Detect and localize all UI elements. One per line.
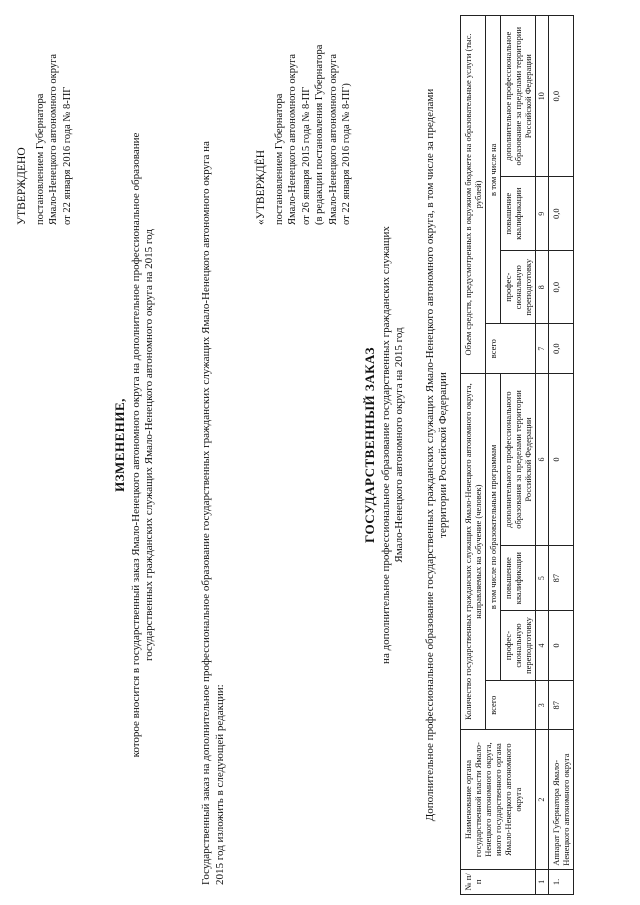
order-title: ГОСУДАРСТВЕННЫЙ ЗАКАЗ xyxy=(362,347,377,543)
header-number: № п/п xyxy=(461,869,536,894)
header-organ-name: Наименование органа государственной власти Ямало-Ненецкого автономного округа, иного государственного органа Ямало-Ненецкого автономного округа xyxy=(461,730,536,869)
approval-stamp-1 xyxy=(16,25,74,225)
approval-line: Ямало-Ненецкого автономного округа xyxy=(327,53,339,225)
approval-line: от 22 января 2016 года № 8-ПГ xyxy=(61,86,73,225)
approval-line: от 26 января 2015 года № 8-ПГ xyxy=(300,86,312,225)
change-title: ИЗМЕНЕНИЕ, xyxy=(112,398,127,492)
header-qualification: повышение квалификации xyxy=(501,177,536,251)
column-number: 9 xyxy=(536,177,549,251)
table-caption xyxy=(424,25,450,885)
approval-line: Ямало-Ненецкого автономного округа xyxy=(48,53,59,225)
caption-line: Дополнительное профессиональное образование государственных гражданских служащих Ямало-Ненецкого автономного округа, в том числе за пределами xyxy=(424,88,436,822)
header-total: всего xyxy=(486,681,536,730)
order-block xyxy=(362,25,406,865)
caption-line: территории Российской Федерации xyxy=(437,372,449,538)
change-line: которое вносится в государственный заказ Ямало-Ненецкого автономного округа на дополнительное профессиональное образование xyxy=(130,132,142,758)
column-number: 6 xyxy=(536,373,549,545)
approval-line: постановлением Губернатора xyxy=(34,93,46,225)
header-prof-retraining: профес-сиональную переподготовку xyxy=(501,611,536,681)
header-volume: Объем средств, предусмотренных в окружном бюджете на образовательные услуги (тыс. рублей) xyxy=(461,16,486,374)
approval-line: от 22 января 2016 года № 8-ПГ) xyxy=(341,83,352,225)
order-table xyxy=(460,15,574,895)
approval-heading: УТВЕРЖДЕНО xyxy=(16,147,28,225)
approval-heading: «УТВЕРЖДЁН xyxy=(255,149,267,225)
header-count: Количество государственных гражданских служащих Ямало-Ненецкого автономного округа, направляемых на обучение (человек) xyxy=(461,373,486,730)
cell-total-count: 87 xyxy=(549,681,574,730)
cell-volume-qual: 0,0 xyxy=(549,177,574,251)
cell-prof-count: 0 xyxy=(549,611,574,681)
header-qualification: повышение квалификации xyxy=(501,546,536,611)
cell-extra-count: 0 xyxy=(549,373,574,545)
row-organ-name: Аппарат Губернатора Ямало-Ненецкого автономного округа xyxy=(549,730,574,869)
approval-line: постановлением Губернатора xyxy=(273,93,285,225)
change-block xyxy=(112,25,156,865)
header-extra-education: дополнительное профессиональное образование за пределами территории Российской Федерации xyxy=(501,16,536,177)
header-incl: в том числе на xyxy=(486,16,501,324)
row-number: 1. xyxy=(549,869,574,894)
cell-volume-total: 0,0 xyxy=(549,324,574,373)
cell-qual-count: 87 xyxy=(549,546,574,611)
approval-line: (в редакции постановления Губернатора xyxy=(314,44,325,225)
intro-line: Государственный заказ на дополнительное профессиональное образование государственных гражданских служащих Ямало-Ненецкого автономного округа на xyxy=(200,141,212,885)
approval-stamp-2 xyxy=(255,15,354,225)
header-prof-retraining: профес-сиональную переподготовку xyxy=(501,250,536,324)
column-number: 4 xyxy=(536,611,549,681)
header-total: всего xyxy=(486,324,536,373)
header-incl-programs: в том числе по образовательным программам xyxy=(486,373,501,680)
column-number: 8 xyxy=(536,250,549,324)
order-line: на дополнительное профессиональное образование государственных гражданских служащих xyxy=(380,226,392,664)
column-number: 7 xyxy=(536,324,549,373)
cell-volume-extra: 0,0 xyxy=(549,16,574,177)
header-extra-education: дополнительного профессионального образования за пределами территории Российской Федерации xyxy=(501,373,536,545)
intro-line: 2015 год изложить в следующей редакции: xyxy=(213,684,226,885)
table-row xyxy=(549,16,574,895)
column-number: 3 xyxy=(536,681,549,730)
column-number-row xyxy=(536,16,549,895)
column-number: 10 xyxy=(536,16,549,177)
column-number: 5 xyxy=(536,546,549,611)
column-number: 1 xyxy=(536,869,549,894)
change-line: государственных гражданских служащих Ямало-Ненецкого автономного округа на 2015 год xyxy=(143,229,155,661)
order-line: Ямало-Ненецкого автономного округа на 2015 год xyxy=(393,327,405,563)
approval-line: Ямало-Ненецкого автономного округа xyxy=(287,53,298,225)
column-number: 2 xyxy=(536,730,549,869)
intro-paragraph xyxy=(200,25,227,885)
cell-volume-prof: 0,0 xyxy=(549,250,574,324)
